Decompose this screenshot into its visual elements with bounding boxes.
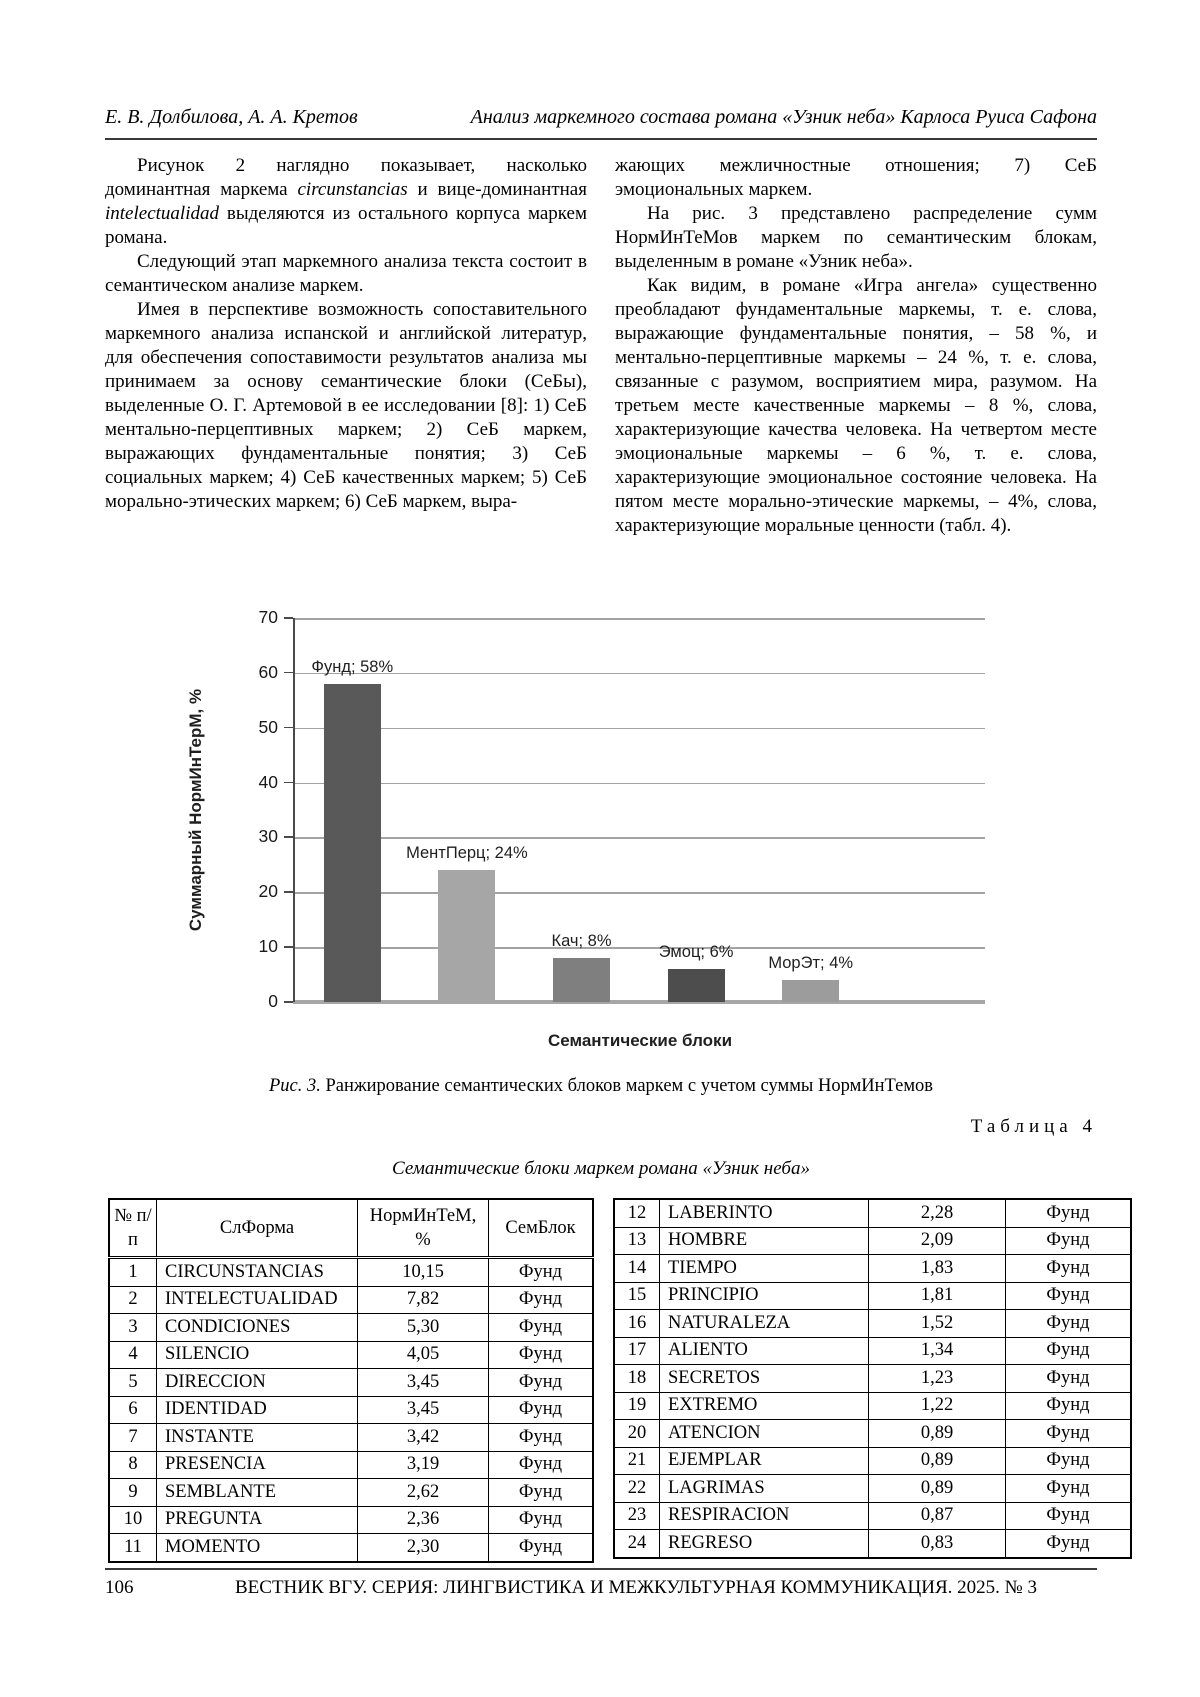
sem-block: Фунд bbox=[1006, 1392, 1132, 1420]
norminterm-value: 0,89 bbox=[869, 1475, 1006, 1503]
word-form: SILENCIO bbox=[157, 1341, 358, 1369]
word-form: ALIENTO bbox=[660, 1337, 869, 1365]
norminterm-value: 3,45 bbox=[358, 1369, 489, 1397]
y-tick bbox=[284, 836, 293, 838]
column-header: СлФорма bbox=[157, 1199, 358, 1258]
word-form: DIRECCION bbox=[157, 1369, 358, 1397]
norminterm-value: 3,19 bbox=[358, 1451, 489, 1479]
table-row bbox=[614, 1255, 1131, 1283]
table-row bbox=[614, 1199, 1131, 1227]
sem-block: Фунд bbox=[1006, 1227, 1132, 1255]
row-number: 1 bbox=[109, 1258, 157, 1287]
bar-label: МентПерц; 24% bbox=[406, 844, 528, 863]
bar bbox=[668, 969, 725, 1002]
paragraph bbox=[615, 202, 1097, 274]
row-number: 9 bbox=[109, 1479, 157, 1507]
bar bbox=[438, 870, 495, 1002]
x-axis-title: Семантические блоки bbox=[547, 1031, 733, 1050]
bar-label: Фунд; 58% bbox=[311, 657, 394, 676]
sem-block: Фунд bbox=[489, 1396, 594, 1424]
norminterm-value: 3,45 bbox=[358, 1396, 489, 1424]
sem-block: Фунд bbox=[1006, 1447, 1132, 1475]
norminterm-value: 1,83 bbox=[869, 1255, 1006, 1283]
column-left bbox=[105, 154, 587, 538]
row-number: 4 bbox=[109, 1341, 157, 1369]
bar bbox=[782, 980, 839, 1002]
row-number: 21 bbox=[614, 1447, 660, 1475]
norminterm-value: 10,15 bbox=[358, 1258, 489, 1287]
header-article-title: Анализ маркемного состава романа «Узник неба» Карлоса Руиса Сафона bbox=[470, 106, 1097, 128]
word-form: INSTANTE bbox=[157, 1424, 358, 1452]
table-row bbox=[614, 1420, 1131, 1448]
table-row bbox=[109, 1451, 593, 1479]
y-tick-label: 50 bbox=[258, 716, 278, 737]
table-row bbox=[614, 1227, 1131, 1255]
word-form: SEMBLANTE bbox=[157, 1479, 358, 1507]
norminterm-value: 2,36 bbox=[358, 1506, 489, 1534]
sem-block: Фунд bbox=[489, 1258, 594, 1287]
gridline bbox=[295, 947, 985, 949]
norminterm-value: 0,83 bbox=[869, 1530, 1006, 1558]
y-tick-label: 0 bbox=[268, 991, 278, 1011]
table-row bbox=[109, 1258, 593, 1287]
sem-block: Фунд bbox=[489, 1314, 594, 1342]
sem-block: Фунд bbox=[1006, 1420, 1132, 1448]
sem-block: Фунд bbox=[1006, 1365, 1132, 1393]
row-number: 23 bbox=[614, 1502, 660, 1530]
gridline bbox=[295, 728, 985, 730]
row-number: 22 bbox=[614, 1475, 660, 1503]
gridline bbox=[295, 673, 985, 675]
table-row bbox=[614, 1502, 1131, 1530]
foreign-term: circunstancias bbox=[297, 179, 408, 200]
paragraph bbox=[105, 154, 587, 250]
y-tick-label: 20 bbox=[258, 881, 278, 902]
table-row bbox=[109, 1534, 593, 1562]
word-form: PRESENCIA bbox=[157, 1451, 358, 1479]
table-row bbox=[614, 1310, 1131, 1338]
gridline bbox=[295, 783, 985, 785]
norminterm-value: 2,30 bbox=[358, 1534, 489, 1562]
word-form: IDENTIDAD bbox=[157, 1396, 358, 1424]
word-form: ATENCION bbox=[660, 1420, 869, 1448]
norminterm-value: 2,09 bbox=[869, 1227, 1006, 1255]
paragraph bbox=[615, 274, 1097, 538]
table-row bbox=[614, 1475, 1131, 1503]
column-right bbox=[615, 154, 1097, 538]
figure-caption-text: Ранжирование семантических блоков маркем с учетом суммы НормИнТемов bbox=[320, 1076, 934, 1096]
sem-block: Фунд bbox=[1006, 1475, 1132, 1503]
bar-label: МорЭт; 4% bbox=[768, 954, 854, 973]
sem-block: Фунд bbox=[1006, 1530, 1132, 1558]
bar bbox=[553, 958, 610, 1002]
figure-chart bbox=[0, 560, 1200, 1060]
row-number: 18 bbox=[614, 1365, 660, 1393]
row-number: 13 bbox=[614, 1227, 660, 1255]
sem-block: Фунд bbox=[489, 1534, 594, 1562]
text-run: Рисунок 2 наглядно показывает, насколько доминантная маркема bbox=[105, 155, 587, 200]
word-form: CIRCUNSTANCIAS bbox=[157, 1258, 358, 1287]
text-run: выделяются из остального корпуса маркем романа. bbox=[105, 203, 587, 248]
text-run: и вице-доминантная bbox=[407, 179, 587, 200]
word-form: INTELECTUALIDAD bbox=[157, 1286, 358, 1314]
table-row bbox=[614, 1530, 1131, 1558]
norminterm-value: 7,82 bbox=[358, 1286, 489, 1314]
table-row bbox=[109, 1341, 593, 1369]
word-form: EXTREMO bbox=[660, 1392, 869, 1420]
page-footer bbox=[105, 1568, 1097, 1599]
journal-title-line: ВЕСТНИК ВГУ. СЕРИЯ: ЛИНГВИСТИКА И МЕЖКУЛЬТУРНАЯ КОММУНИКАЦИЯ. 2025. № 3 bbox=[235, 1577, 1037, 1598]
norminterm-value: 1,34 bbox=[869, 1337, 1006, 1365]
word-form: TIEMPO bbox=[660, 1255, 869, 1283]
row-number: 19 bbox=[614, 1392, 660, 1420]
table-row bbox=[109, 1396, 593, 1424]
y-tick-label: 40 bbox=[258, 771, 278, 792]
table-row bbox=[109, 1314, 593, 1342]
table-row bbox=[614, 1447, 1131, 1475]
sem-block: Фунд bbox=[489, 1286, 594, 1314]
sem-block: Фунд bbox=[1006, 1337, 1132, 1365]
y-tick bbox=[284, 727, 293, 729]
row-number: 12 bbox=[614, 1199, 660, 1227]
row-number: 17 bbox=[614, 1337, 660, 1365]
article-body bbox=[105, 154, 1097, 538]
norminterm-value: 0,89 bbox=[869, 1420, 1006, 1448]
word-form: NATURALEZA bbox=[660, 1310, 869, 1338]
norminterm-value: 1,81 bbox=[869, 1282, 1006, 1310]
figure-caption bbox=[105, 1076, 1097, 1097]
table-row bbox=[614, 1337, 1131, 1365]
row-number: 24 bbox=[614, 1530, 660, 1558]
table-row bbox=[109, 1286, 593, 1314]
row-number: 15 bbox=[614, 1282, 660, 1310]
column-header: НормИнТеМ, % bbox=[358, 1199, 489, 1258]
text-run: жающих межличностные отношения; 7) СеБ эмоциональных маркем. bbox=[615, 155, 1097, 200]
norminterm-value: 3,42 bbox=[358, 1424, 489, 1452]
bar bbox=[324, 684, 381, 1002]
y-tick bbox=[284, 891, 293, 893]
word-form: PRINCIPIO bbox=[660, 1282, 869, 1310]
sem-block: Фунд bbox=[489, 1341, 594, 1369]
word-form: MOMENTO bbox=[157, 1534, 358, 1562]
figure-caption-label: Рис. 3. bbox=[268, 1076, 321, 1096]
bar-label: Кач; 8% bbox=[551, 932, 612, 951]
row-number: 11 bbox=[109, 1534, 157, 1562]
row-number: 5 bbox=[109, 1369, 157, 1397]
norminterm-value: 0,87 bbox=[869, 1502, 1006, 1530]
word-form: LAGRIMAS bbox=[660, 1475, 869, 1503]
sem-block: Фунд bbox=[489, 1369, 594, 1397]
norminterm-value: 0,89 bbox=[869, 1447, 1006, 1475]
word-form: HOMBRE bbox=[660, 1227, 869, 1255]
row-number: 3 bbox=[109, 1314, 157, 1342]
table-row bbox=[614, 1282, 1131, 1310]
x-axis-line bbox=[293, 1000, 985, 1004]
sem-block: Фунд bbox=[489, 1479, 594, 1507]
y-tick bbox=[284, 672, 293, 674]
table-title: Семантические блоки маркем романа «Узник неба» bbox=[392, 1158, 810, 1179]
y-tick-label: 70 bbox=[258, 607, 278, 627]
y-axis-line bbox=[293, 618, 295, 1002]
paragraph bbox=[105, 298, 587, 514]
y-tick-label: 10 bbox=[258, 936, 278, 957]
table-label: Таблица 4 bbox=[970, 1116, 1097, 1137]
norminterm-value: 1,22 bbox=[869, 1392, 1006, 1420]
table-row bbox=[614, 1365, 1131, 1393]
sem-block: Фунд bbox=[1006, 1502, 1132, 1530]
gridline bbox=[295, 618, 985, 620]
paragraph bbox=[105, 250, 587, 298]
word-form: REGRESO bbox=[660, 1530, 869, 1558]
column-header: СемБлок bbox=[489, 1199, 594, 1258]
column-header: № п/п bbox=[109, 1199, 157, 1258]
text-run: Следующий этап маркемного анализа текста состоит в семантическом анализе маркем. bbox=[105, 251, 587, 296]
sem-block: Фунд bbox=[1006, 1310, 1132, 1338]
sem-block: Фунд bbox=[489, 1424, 594, 1452]
row-number: 2 bbox=[109, 1286, 157, 1314]
word-form: LABERINTO bbox=[660, 1199, 869, 1227]
row-number: 8 bbox=[109, 1451, 157, 1479]
norminterm-value: 5,30 bbox=[358, 1314, 489, 1342]
norminterm-value: 2,62 bbox=[358, 1479, 489, 1507]
word-form: CONDICIONES bbox=[157, 1314, 358, 1342]
foreign-term: intelectualidad bbox=[105, 203, 219, 224]
gridline bbox=[295, 837, 985, 839]
paragraph bbox=[615, 154, 1097, 202]
header-authors: Е. В. Долбилова, А. А. Кретов bbox=[105, 106, 358, 128]
y-tick bbox=[284, 617, 293, 619]
y-tick bbox=[284, 946, 293, 948]
row-number: 10 bbox=[109, 1506, 157, 1534]
gridline bbox=[295, 892, 985, 894]
bar-label: Эмоц; 6% bbox=[658, 943, 734, 962]
y-tick bbox=[284, 1001, 293, 1003]
row-number: 16 bbox=[614, 1310, 660, 1338]
y-tick bbox=[284, 782, 293, 784]
y-tick-label: 60 bbox=[258, 661, 278, 682]
row-number: 6 bbox=[109, 1396, 157, 1424]
table-row bbox=[614, 1392, 1131, 1420]
markeme-table-left bbox=[108, 1198, 594, 1563]
markeme-table-right bbox=[613, 1198, 1132, 1559]
text-run: Как видим, в романе «Игра ангела» существенно преобладают фундаментальные маркемы, т. е. слова, выражающие фундаментальные понятия, – 58 %, и ментально-перцептивные маркемы – 24 %, т. е. слова, связанные с разумом, восприятием мира, разумом. На третьем месте качественные маркемы – 8 %, слова, характеризующие качества человека. На четвертом месте эмоциональные маркемы – 6 %, т. е. слова, характеризующие эмоциональное состояние человека. На пятом месте морально-этические маркемы, – 4%, слова, характеризующие моральные ценности (табл. 4). bbox=[615, 275, 1097, 536]
table-row bbox=[109, 1424, 593, 1452]
word-form: PREGUNTA bbox=[157, 1506, 358, 1534]
table-header-row bbox=[109, 1199, 593, 1258]
sem-block: Фунд bbox=[489, 1506, 594, 1534]
sem-block: Фунд bbox=[1006, 1199, 1132, 1227]
sem-block: Фунд bbox=[1006, 1255, 1132, 1283]
text-run: На рис. 3 представлено распределение сумм НормИнТеМов маркем по семантическим блокам, выделенным в романе «Узник неба». bbox=[615, 203, 1097, 272]
row-number: 7 bbox=[109, 1424, 157, 1452]
y-tick-label: 30 bbox=[258, 826, 278, 847]
table-row bbox=[109, 1479, 593, 1507]
norminterm-value: 4,05 bbox=[358, 1341, 489, 1369]
word-form: SECRETOS bbox=[660, 1365, 869, 1393]
word-form: EJEMPLAR bbox=[660, 1447, 869, 1475]
norminterm-value: 1,23 bbox=[869, 1365, 1006, 1393]
norminterm-value: 2,28 bbox=[869, 1199, 1006, 1227]
word-form: RESPIRACION bbox=[660, 1502, 869, 1530]
y-axis-title: Суммарный НормИнТерМ, % bbox=[186, 688, 205, 932]
row-number: 20 bbox=[614, 1420, 660, 1448]
page-number: 106 bbox=[105, 1577, 134, 1598]
sem-block: Фунд bbox=[1006, 1282, 1132, 1310]
sem-block: Фунд bbox=[489, 1451, 594, 1479]
row-number: 14 bbox=[614, 1255, 660, 1283]
table-row bbox=[109, 1369, 593, 1397]
norminterm-value: 1,52 bbox=[869, 1310, 1006, 1338]
page-header bbox=[105, 106, 1097, 140]
text-run: Имея в перспективе возможность сопоставительного маркемного анализа испанской и английской литератур, для обеспечения сопоставимости результатов анализа мы принимаем за основу семантические блоки (СеБы), выделенные О. Г. Артемовой в ее исследовании [8]: 1) СеБ ментально-перцептивных маркем; 2) СеБ маркем, выражающих фундаментальные понятия; 3) СеБ социальных маркем; 4) СеБ качественных маркем; 5) СеБ морально-этических маркем; 6) СеБ маркем, выра- bbox=[105, 299, 587, 512]
table-row bbox=[109, 1506, 593, 1534]
